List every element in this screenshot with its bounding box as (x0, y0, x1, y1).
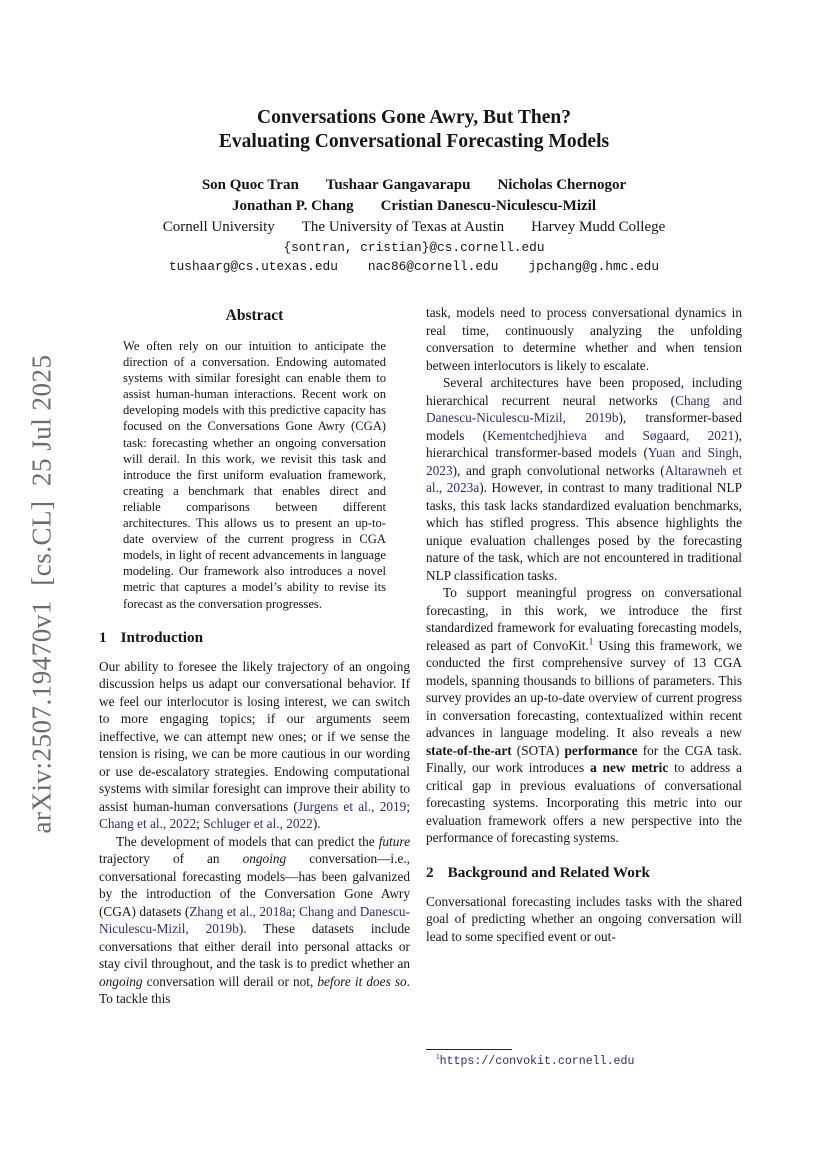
citation-link[interactable]: Altarawneh et al., 2023a (426, 462, 742, 495)
text-segment: performance (564, 742, 638, 758)
intro-paragraph-2 (99, 833, 410, 1008)
affiliation-row (0, 217, 828, 238)
citation-link[interactable]: Zhang et al., 2018a (189, 903, 292, 919)
affiliation: The University of Texas at Austin (301, 219, 505, 235)
email-row-1 (0, 239, 828, 257)
text-segment: Our ability to foresee the likely trajectory of an ongoing discussion helps us adapt our conversational behavior. If we feel our interlocutor is losing interest, we can switch to more engaging topics; if our arguments seem ineffective, we can attempt new ones; or if we sense the tension is rising, we can be more cautious in our wording or use de-escalatory strategies. Endowing computational systems with similar foresight can improve their ability to assist human-human conversations ( (99, 658, 410, 814)
citation-link[interactable]: Yuan and Singh, 2023 (426, 445, 742, 478)
author-name: Cristian Danescu-Niculescu-Mizil (380, 198, 596, 214)
citation-link[interactable]: Schluger et al., 2022 (203, 816, 313, 832)
footnote-rule (426, 1049, 512, 1050)
intro-paragraph-1 (99, 658, 410, 833)
text-segment: Conversational forecasting includes tasks with the shared goal of predicting whether an ongoing conversation will lead to some specified event or out- (426, 893, 742, 944)
text-segment: future (378, 833, 410, 849)
text-segment: for the CGA task. Finally, our work introduces (426, 742, 742, 775)
footnote-url-link[interactable]: https://convokit.cornell.edu (439, 1055, 635, 1068)
text-segment: ), transformer-based models ( (426, 410, 742, 443)
affiliation: Cornell University (162, 219, 275, 235)
text-segment: ; (406, 798, 411, 814)
abstract-heading: Abstract (225, 307, 284, 324)
text-segment: task, models need to process conversational dynamics in real time, continuously analyzing the unfolding conversation to determine whether and when tension between interlocutors is likely to escalate. (426, 305, 742, 373)
section-title: Introduction (120, 628, 204, 646)
section-number: 2 (426, 863, 434, 881)
citation-link[interactable]: Chang et al., 2022 (99, 816, 197, 832)
author-name: Nicholas Chernogor (497, 177, 627, 193)
text-segment: To support meaningful progress on conversational forecasting, in this work, we introduce the first standardized framework for evaluating forecasting models, released as part of ConvoKit. (426, 585, 742, 653)
body-paragraph (426, 893, 742, 946)
text-segment: ). (312, 816, 321, 832)
email-address: nac86@cornell.edu (367, 259, 499, 274)
email-address: {sontran, cristian}@cs.cornell.edu (283, 240, 545, 255)
section-number: 1 (99, 628, 107, 646)
author-name: Son Quoc Tran (201, 177, 299, 193)
text-segment: ), and graph convolutional networks ( (452, 462, 665, 478)
left-column (99, 305, 410, 1008)
title-line-1: Conversations Gone Awry, But Then? (256, 107, 572, 128)
email-address: jpchang@g.hmc.edu (528, 259, 660, 274)
author-name: Jonathan P. Chang (232, 198, 354, 214)
text-segment: ). However, in contrast to many traditional NLP tasks, this task lacks standardized evaluation benchmarks, which has stifled progress. This absence highlights the unique evaluation challenges posed by the forecasting nature of the task, which are not encountered in traditional NLP classification tasks. (426, 480, 742, 583)
body-paragraph (426, 584, 742, 847)
text-segment: ). These datasets include conversations that either derail into personal attacks or stay civil throughout, and the task is to predict whether an (99, 921, 410, 972)
text-segment: ), hierarchical transformer-based models ( (426, 427, 742, 460)
text-segment: . To tackle this (99, 973, 410, 1007)
text-segment: to address a critical gap in previous evaluations of conversational forecasting systems. Incorporating this metric into our evaluation framework offers a new perspective into the performance of forecasting systems. (426, 760, 742, 845)
email-address: tushaarg@cs.utexas.edu (168, 259, 338, 274)
text-segment: ongoing (99, 973, 143, 989)
section-heading-2 (426, 864, 742, 882)
text-segment: Several architectures have been proposed, including hierarchical recurrent neural networks ( (426, 375, 742, 408)
abstract-text: We often rely on our intuition to anticipate the direction of a conversation. Endowing automated systems with similar foresight can enable them to assist human-human interactions. Recent work on developing models with this predictive capacity has focused on the Conversations Gone Awry (CGA) task: forecasting whether an ongoing conversation will derail. In this work, we revisit this task and introduce the first uniform evaluation framework, creating a benchmark that enables direct and reliable comparisons between different architectures. This allows us to present an up-to-date overview of the current progress in CGA models, in light of recent advancements in language modeling. Our framework also introduces a novel metric that captures a model’s ability to revise its forecast as the conversation progresses. (123, 339, 386, 611)
citation-link[interactable]: Chang and Danescu-Niculescu-Mizil, 2019b (426, 392, 742, 425)
right-column (426, 304, 742, 945)
text-segment: ; (291, 903, 300, 919)
text-segment: state-of-the-art (426, 742, 512, 758)
footnote-line (426, 1054, 742, 1068)
section-title: Background and Related Work (447, 863, 650, 881)
title-line-2: Evaluating Conversational Forecasting Models (218, 131, 610, 152)
text-segment: a new metric (590, 760, 669, 775)
section-heading-1 (99, 629, 410, 647)
text-segment: ; (196, 816, 204, 832)
arxiv-watermark: arXiv:2507.19470v1 [cs.CL] 25 Jul 2025 (26, 354, 57, 834)
footnote-marker: 1 (436, 1053, 440, 1062)
email-row-2 (0, 258, 828, 276)
text-segment: trajectory of an (99, 851, 243, 867)
text-segment: Using this framework, we conducted the first comprehensive survey of 13 CGA models, spanning thousands to billions of parameters. This survey provides an up-to-date overview of current progress in conversation forecasting, contextualized within recent advances in language modeling. It also reveals a new (426, 637, 742, 740)
citation-link[interactable]: Chang and Danescu-Niculescu-Mizil, 2019b (99, 903, 410, 937)
title-block (0, 106, 828, 276)
citation-link[interactable]: Jurgens et al., 2019 (297, 798, 407, 814)
body-paragraph (426, 304, 742, 374)
author-row-2 (0, 196, 828, 217)
text-segment: 1 (588, 636, 594, 647)
author-row-1 (0, 175, 828, 196)
text-segment: conversation—i.e., conversational forecasting models—has been galvanized by the introduction of the Conversation Gone Awry (CGA) datasets ( (99, 851, 410, 919)
text-segment: The development of models that can predict the (116, 833, 379, 849)
text-segment: ongoing (242, 851, 287, 867)
text-segment: conversation will derail or not, (142, 973, 318, 989)
affiliation: Harvey Mudd College (531, 219, 666, 235)
paper-title (0, 106, 828, 154)
body-paragraph (426, 374, 742, 584)
citation-link[interactable]: Kementchedjhieva and Søgaard, 2021 (487, 427, 735, 443)
text-segment: before it does so (317, 973, 407, 989)
text-segment: (SOTA) (511, 742, 565, 758)
footnote-block (426, 1049, 742, 1068)
author-name: Tushaar Gangavarapu (325, 177, 471, 193)
